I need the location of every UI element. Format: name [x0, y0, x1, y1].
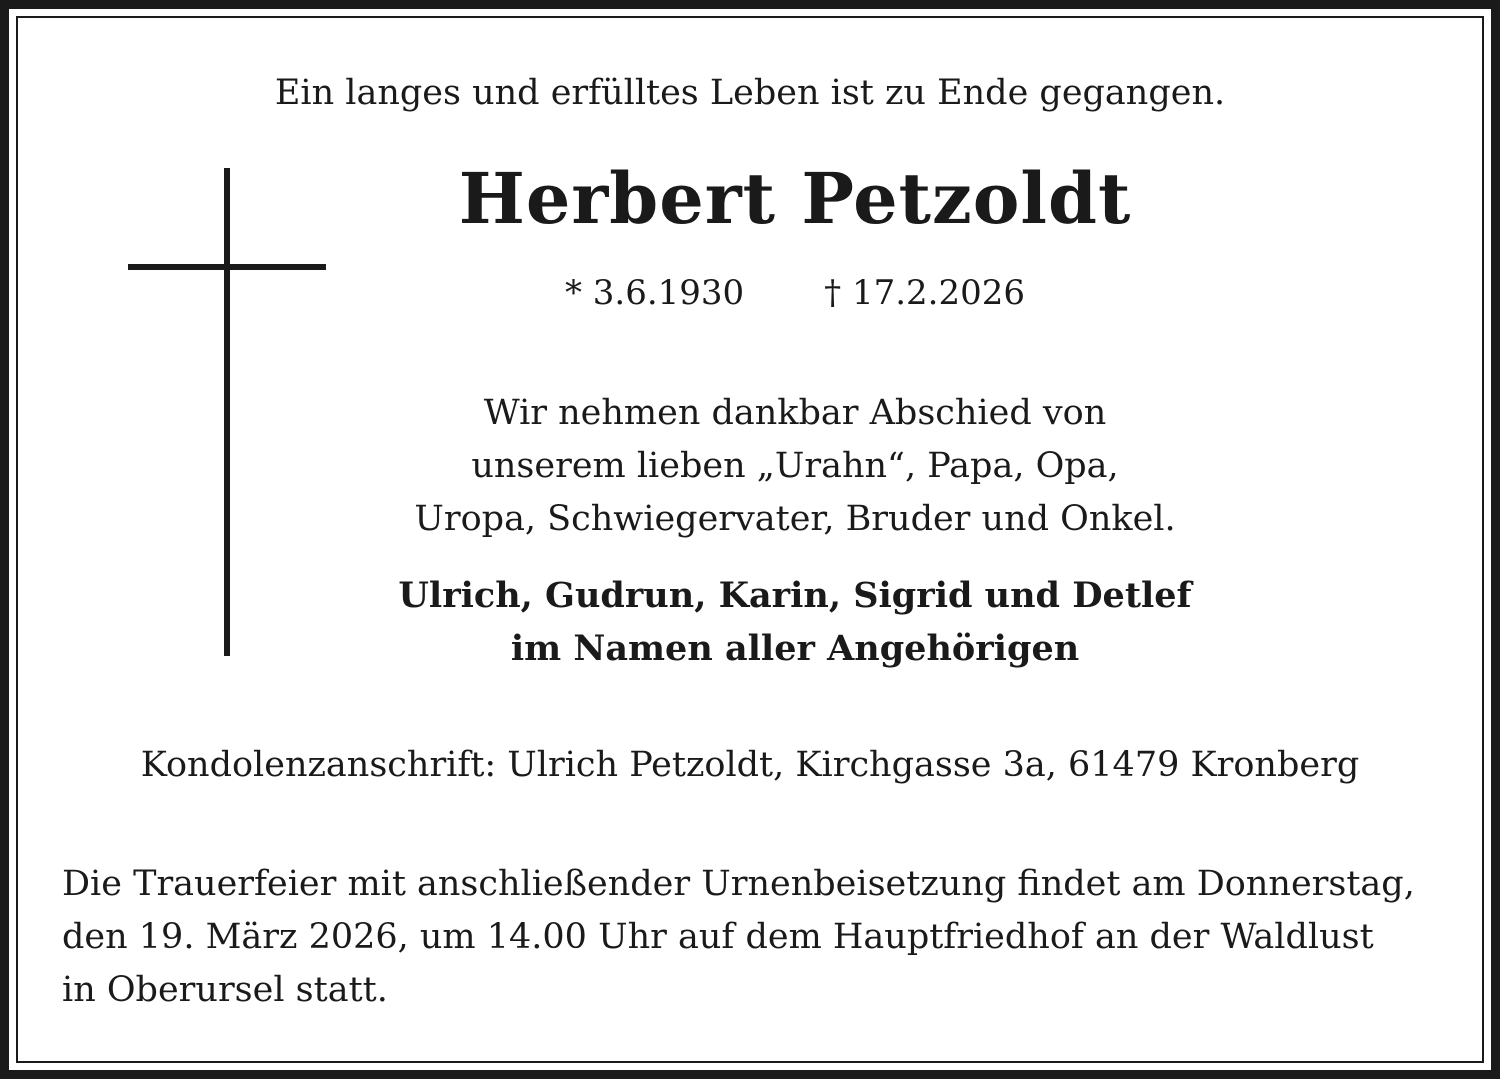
farewell-line-3: Uropa, Schwiegervater, Bruder und Onkel.: [414, 499, 1176, 539]
cross-horizontal-bar: [128, 264, 326, 270]
intro-text: Ein langes und erfülltes Leben ist zu Ende gegangen.: [274, 73, 1226, 113]
farewell-line-2: unserem lieben „Urahn“, Papa, Opa,: [471, 446, 1119, 486]
death-date: † 17.2.2026: [824, 273, 1026, 313]
deceased-name: Herbert Petzoldt: [458, 157, 1132, 240]
farewell-line-1: Wir nehmen dankbar Abschied von: [483, 393, 1107, 433]
condolence-address: Kondolenzanschrift: Ulrich Petzoldt, Kirchgasse 3a, 61479 Kronberg: [140, 745, 1360, 785]
service-line-2: den 19. März 2026, um 14.00 Uhr auf dem Hauptfriedhof an der Waldlust: [62, 917, 1374, 957]
service-line-3: in Oberursel statt.: [62, 970, 388, 1010]
family-line-1: Ulrich, Gudrun, Karin, Sigrid und Detlef: [398, 575, 1192, 616]
service-line-1: Die Trauerfeier mit anschließender Urnenbeisetzung findet am Donnerstag,: [62, 864, 1415, 904]
life-dates: [445, 273, 1145, 313]
cross-vertical-bar: [224, 168, 230, 656]
birth-date: * 3.6.1930: [564, 273, 745, 313]
family-line-2: im Namen aller Angehörigen: [510, 628, 1080, 669]
